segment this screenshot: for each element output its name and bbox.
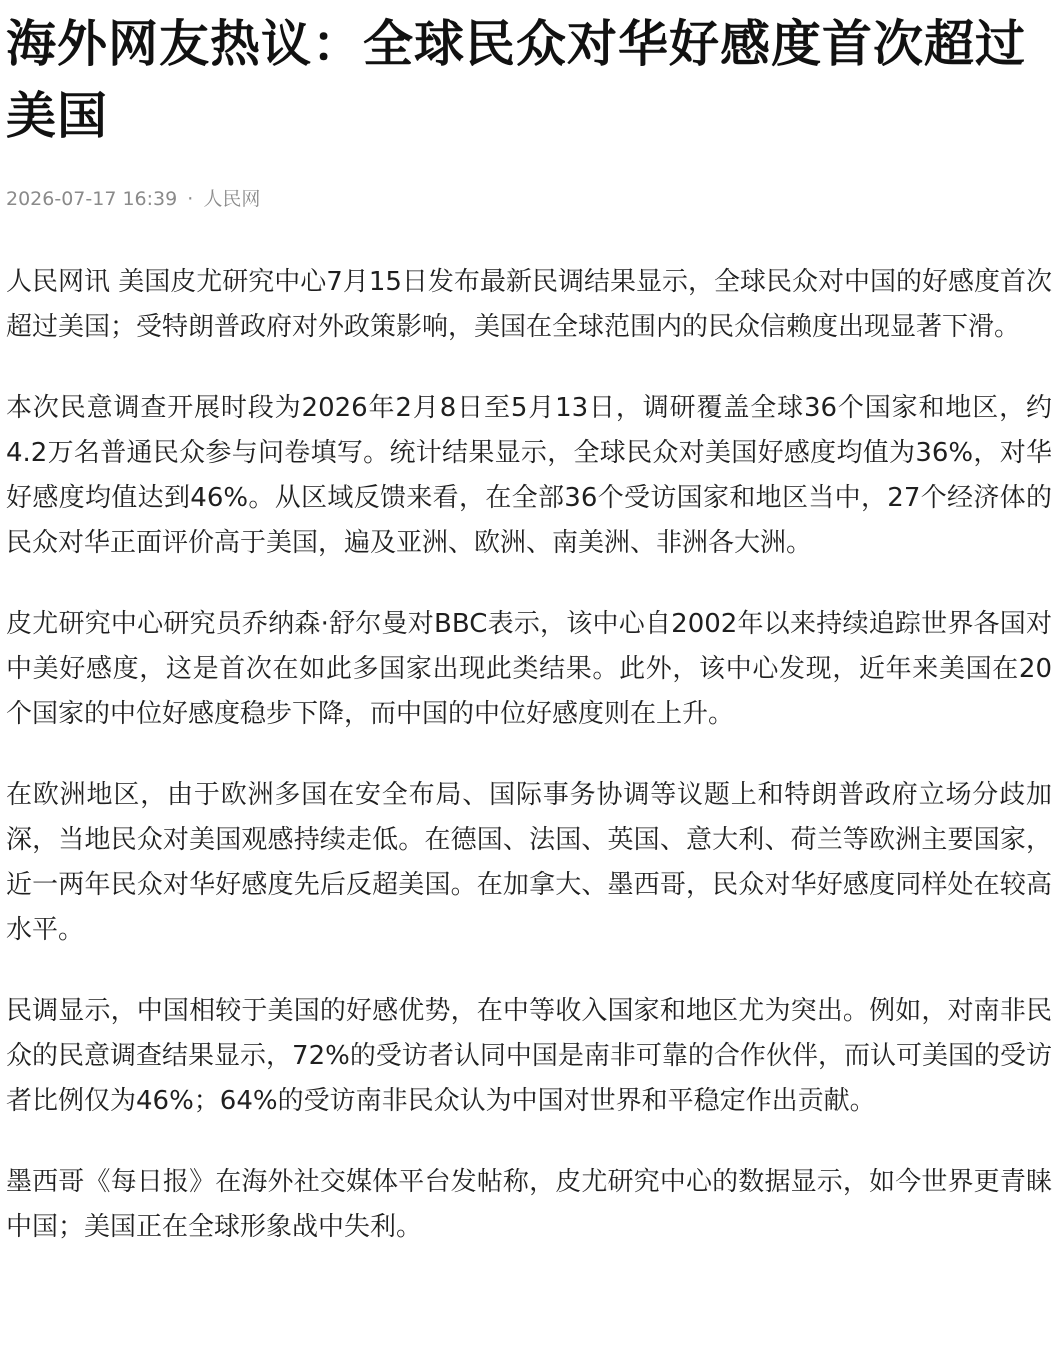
publish-datetime: 2026-07-17 16:39 bbox=[6, 188, 178, 210]
article-paragraph: 墨西哥《每日报》在海外社交媒体平台发帖称，皮尤研究中心的数据显示，如今世界更青睐中国；美国正在全球形象战中失利。 bbox=[6, 1167, 1052, 1242]
article-paragraph: 人民网讯 美国皮尤研究中心7月15日发布最新民调结果显示，全球民众对中国的好感度首次超过美国；受特朗普政府对外政策影响，美国在全球范围内的民众信赖度出现显著下滑。 bbox=[6, 267, 1052, 342]
source-label: 人民网 bbox=[203, 188, 261, 210]
article-paragraph: 本次民意调查开展时段为2026年2月8日至5月13日，调研覆盖全球36个国家和地区，约4.2万名普通民众参与问卷填写。统计结果显示，全球民众对美国好感度均值为36%，对华好感度均值达到46%。从区域反馈来看，在全部36个受访国家和地区当中，27个经济体的民众对华正面评价高于美国，遍及亚洲、欧洲、南美洲、非洲各大洲。 bbox=[6, 393, 1052, 558]
article-paragraph: 民调显示，中国相较于美国的好感优势，在中等收入国家和地区尤为突出。例如，对南非民众的民意调查结果显示，72%的受访者认同中国是南非可靠的合作伙伴，而认可美国的受访者比例仅为46%；64%的受访南非民众认为中国对世界和平稳定作出贡献。 bbox=[6, 996, 1052, 1116]
meta-separator: · bbox=[187, 188, 194, 210]
article-meta bbox=[6, 186, 1052, 212]
article-paragraph: 皮尤研究中心研究员乔纳森·舒尔曼对BBC表示，该中心自2002年以来持续追踪世界各国对中美好感度，这是首次在如此多国家出现此类结果。此外，该中心发现，近年来美国在20个国家的中位好感度稳步下降，而中国的中位好感度则在上升。 bbox=[6, 609, 1052, 729]
article-body bbox=[6, 260, 1052, 1250]
article-title: 海外网友热议：全球民众对华好感度首次超过美国 bbox=[6, 15, 1026, 145]
article-paragraph: 在欧洲地区，由于欧洲多国在安全布局、国际事务协调等议题上和特朗普政府立场分歧加深，当地民众对美国观感持续走低。在德国、法国、英国、意大利、荷兰等欧洲主要国家，近一两年民众对华好感度先后反超美国。在加拿大、墨西哥，民众对华好感度同样处在较高水平。 bbox=[6, 780, 1052, 945]
